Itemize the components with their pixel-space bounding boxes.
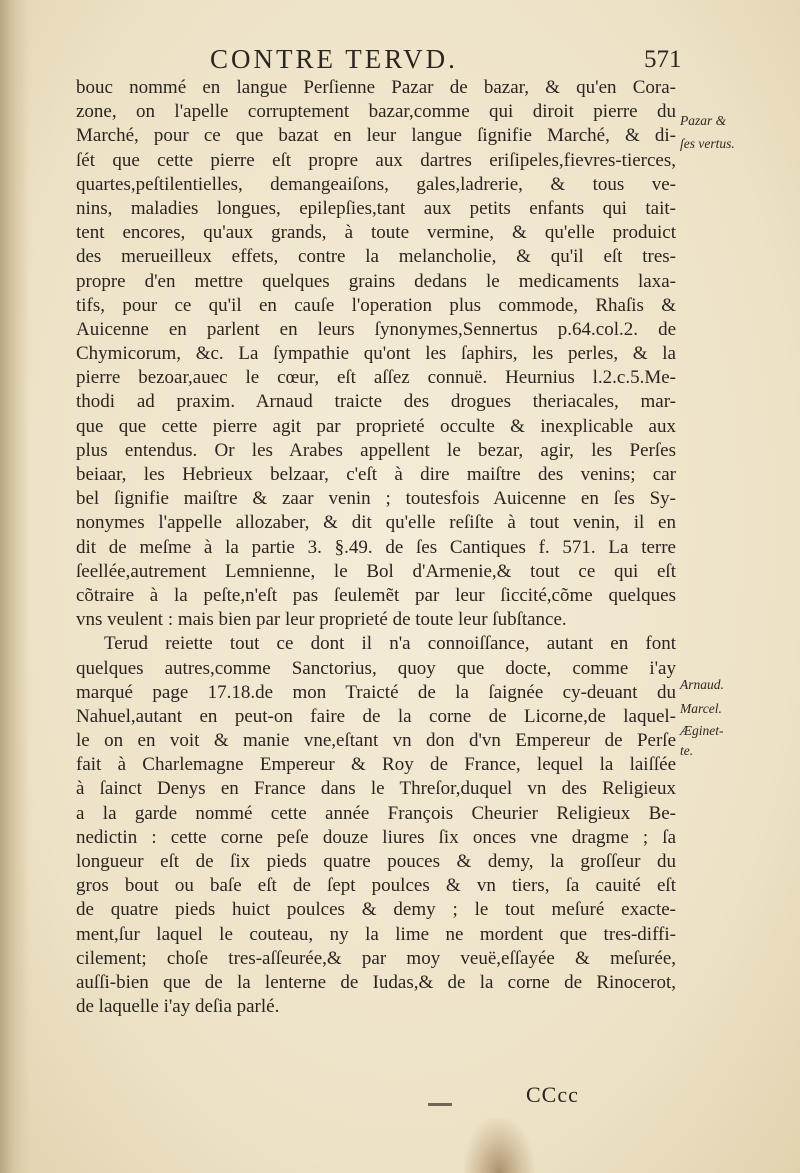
- text-line: des merueilleux effets, contre la melancholie, & qu'il eſt tres-: [76, 246, 676, 268]
- text-line: auſſi-bien que de la lenterne de Iudas,& de la corne de Rinocerot,: [76, 971, 676, 993]
- text-line: quartes,peſtilentielles, demangeaiſons, gales,ladrerie, & tous ve-: [76, 173, 676, 195]
- text-line: longueur eſt de ſix pieds quatre pouces & demy, la groſſeur du: [76, 851, 676, 872]
- text-line: gros bout ou baſe eſt de ſept poulces & vn tiers, ſa cauité eſt: [76, 875, 676, 897]
- margin-note: Pazar &: [680, 113, 727, 128]
- text-line: quelques autres,comme Sanctorius, quoy que docte, comme i'ay: [76, 657, 676, 679]
- signature-mark: CCcc: [526, 1082, 579, 1107]
- text-line: vns veulent : mais bien par leur proprieté de toute leur ſubſtance.: [76, 609, 567, 631]
- text-line: nonymes l'appelle allozaber, & dit qu'elle reſiſte à tout venin, il en: [76, 512, 676, 534]
- margin-note: Æginet-: [680, 723, 724, 738]
- text-line: Chymicorum, &c. La ſympathie qu'ont les ſaphirs, les perles, & la: [76, 343, 676, 365]
- text-line: Marché, pour ce que bazat en leur langue ſignifie Marché, & di-: [76, 125, 676, 147]
- text-line: nins, maladies longues, epilepſies,tant aux petits enfants qui tait-: [76, 197, 676, 219]
- text-line: à ſainct Denys en France dans le Threſor,duquel vn des Religieux: [76, 778, 676, 800]
- text-line: dit de meſme à la partie 3. §.49. de ſes Cantiques f. 571. La terre: [76, 536, 676, 558]
- text-line: bouc nommé en langue Perſienne Pazar de bazar, & qu'en Cora-: [76, 77, 676, 98]
- binding-gutter: [0, 0, 30, 1173]
- text-line: a la garde nommé cette année François Cheurier Religieux Be-: [76, 802, 676, 824]
- text-line: zone, on l'apelle corruptement bazar,comme qui diroit pierre du: [76, 101, 676, 123]
- ink-mark: [428, 1103, 452, 1106]
- text-line: que que cette pierre agit par proprieté occulte & inexplicable aux: [76, 415, 676, 437]
- text-line: propre d'en mettre quelques grains dedans le medicaments laxa-: [76, 270, 676, 292]
- paper-stain: [464, 1118, 534, 1173]
- text-line: bel ſignifie maiſtre & zaar venin ; toutesfois Auicenne en ſes Sy-: [76, 488, 676, 510]
- text-line: nedictin : cette corne peſe douze liures ſix onces vne dragme ; ſa: [76, 826, 676, 848]
- text-line: ſeellée,autrement Lemnienne, le Bol d'Armenie,& tout ce qui eſt: [76, 560, 676, 582]
- page-number: 571: [644, 46, 682, 73]
- margin-note: te.: [680, 743, 694, 758]
- text-line: beiaar, les Hebrieux belzaar, c'eſt à dire maiſtre des venins; car: [76, 464, 676, 485]
- text-line: de quatre pieds huict poulces & demy ; le tout meſuré exacte-: [76, 899, 676, 921]
- margin-note: Marcel.: [680, 701, 722, 716]
- text-line: Nahuel,autant en peut-on faire de la corne de Licorne,de laquel-: [76, 705, 676, 727]
- margin-note: ſes vertus.: [680, 136, 735, 151]
- text-line: marqué page 17.18.de mon Traicté de la ſaignée cy-deuant du: [76, 681, 676, 703]
- body-text: [76, 76, 676, 1019]
- text-line: ſét que cette pierre eſt propre aux dartres eriſipeles,fievres-tierces,: [76, 149, 676, 171]
- text-line: le on en voit & manie vne,eſtant vn don d'vn Empereur de Perſe: [76, 730, 676, 752]
- text-line: pierre bezoar,auec le cœur, eſt aſſez connuë. Heurnius l.2.c.5.Me-: [76, 367, 676, 389]
- text-line: thodi ad praxim. Arnaud traicte des drogues theriacales, mar-: [76, 391, 676, 413]
- running-title: CONTRE TERVD.: [210, 44, 458, 74]
- page-header: [0, 44, 800, 78]
- text-line: de laquelle i'ay deſia parlé.: [76, 996, 280, 1018]
- margin-note: Arnaud.: [680, 677, 724, 692]
- text-line: tifs, pour ce qu'il en cauſe l'operation plus commode, Rhaſis &: [76, 294, 676, 316]
- text-line: Auicenne en parlent en leurs ſynonymes,Sennertus p.64.col.2. de: [76, 318, 676, 340]
- text-line: ment,ſur laquel le couteau, ny la lime ne mordent que tres-diffi-: [76, 923, 676, 945]
- text-line: Terud reiette tout ce dont il n'a connoiſſance, autant en font: [104, 633, 676, 655]
- text-line: plus entendus. Or les Arabes appellent le bezar, agir, les Perſes: [76, 439, 676, 461]
- text-line: cõtraire à la peſte,n'eſt pas ſeulemẽt par leur ſiccité,cõme quelques: [76, 584, 676, 606]
- text-line: fait à Charlemagne Empereur & Roy de France, lequel la laiſſée: [76, 754, 676, 776]
- text-line: tent encores, qu'aux grands, à toute vermine, & qu'elle produict: [76, 222, 676, 244]
- text-line: cilement; choſe tres-aſſeurée,& par moy veuë,eſſayée & meſurée,: [76, 947, 676, 969]
